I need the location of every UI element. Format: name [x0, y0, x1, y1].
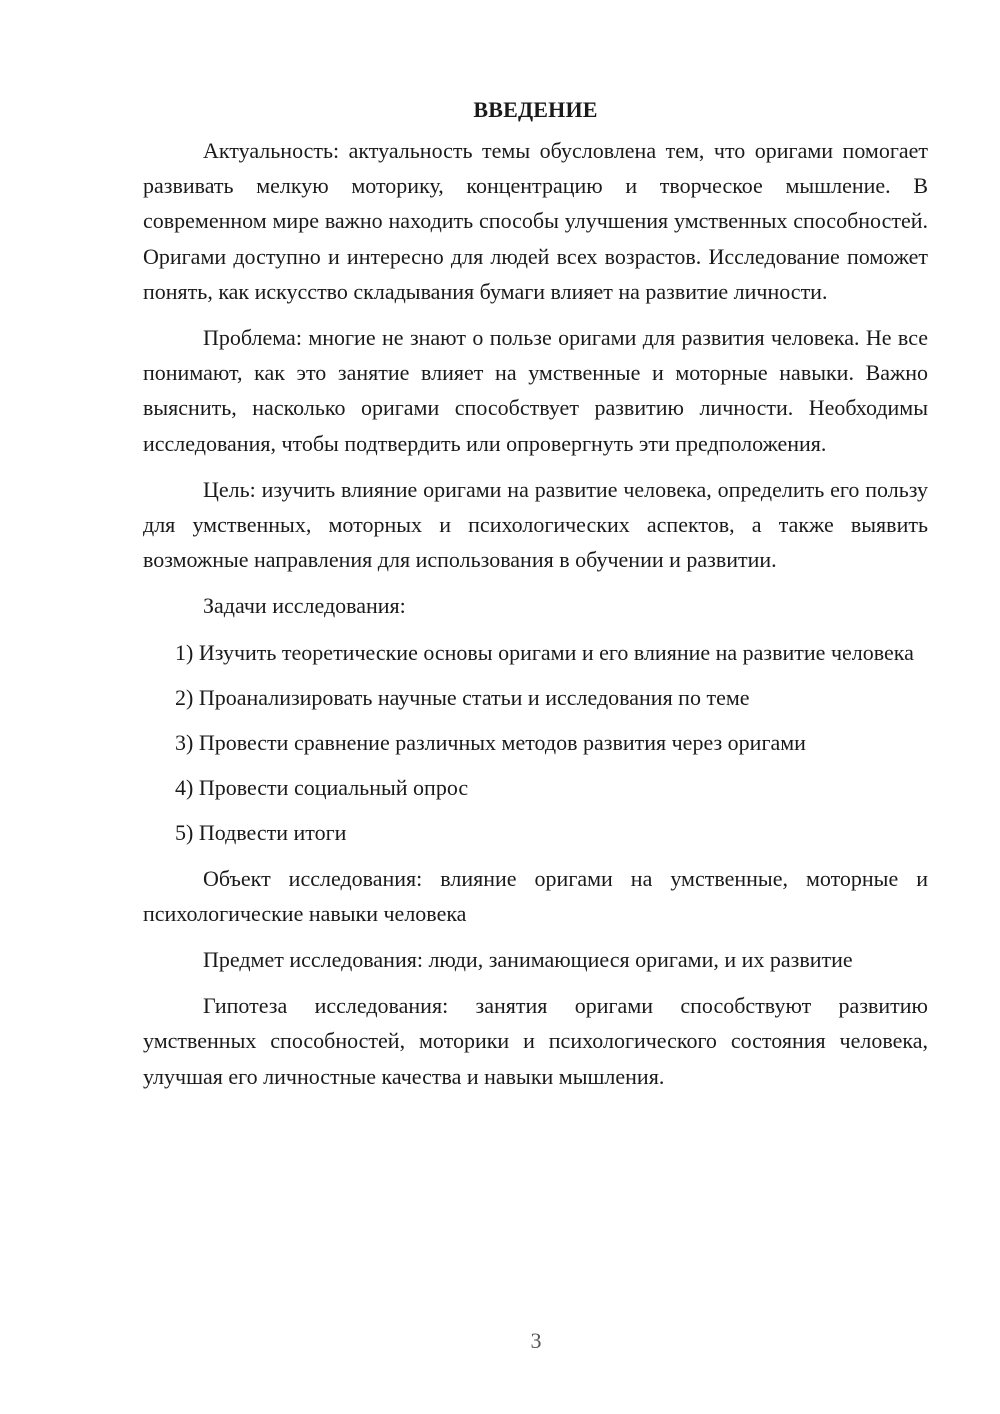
tasks-heading: Задачи исследования:: [203, 593, 406, 619]
subject-paragraph: Предмет исследования: люди, занимающиеся оригами, и их развитие: [203, 947, 853, 973]
section-title: ВВЕДЕНИЕ: [473, 97, 598, 122]
task-item-5: 5) Подвести итоги: [175, 820, 347, 846]
goal-paragraph: Цель: изучить влияние оригами на развитие человека, определить его пользу для умственных, моторных и психологических аспектов, а также выявить возможные направления для использования в обучении и развитии.: [143, 476, 928, 573]
problem-paragraph: Проблема: многие не знают о пользе оригами для развития человека. Не все понимают, как это занятие влияет на умственные и моторные навыки. Важно выяснить, насколько оригами способствует развитию личности. Необходимы исследования, чтобы подтвердить или опровергнуть эти предположения.: [143, 325, 928, 456]
object-paragraph: Объект исследования: влияние оригами на умственные, моторные и психологические навыки человека: [143, 865, 928, 926]
task-item-3: 3) Провести сравнение различных методов развития через оригами: [175, 730, 806, 756]
page-number: 3: [530, 1328, 542, 1353]
task-item-2: 2) Проанализировать научные статьи и исследования по теме: [175, 684, 750, 710]
hypothesis-paragraph: Гипотеза исследования: занятия оригами способствуют развитию умственных способностей, моторики и психологического состояния человека, улучшая его личностные качества и навыки мышления.: [143, 993, 928, 1089]
task-item-1: 1) Изучить теоретические основы оригами и его влияние на развитие человека: [175, 639, 914, 665]
task-item-4: 4) Провести социальный опрос: [175, 775, 469, 801]
document-page: [143, 92, 928, 1105]
relevance-paragraph: Актуальность: актуальность темы обусловлена тем, что оригами помогает развивать мелкую моторику, концентрацию и творческое мышление. В современном мире важно находить способы улучшения умственных способностей. Оригами доступно и интересно для людей всех возрастов. Исследование поможет понять, как искусство складывания бумаги влияет на развитие личности.: [143, 138, 928, 304]
